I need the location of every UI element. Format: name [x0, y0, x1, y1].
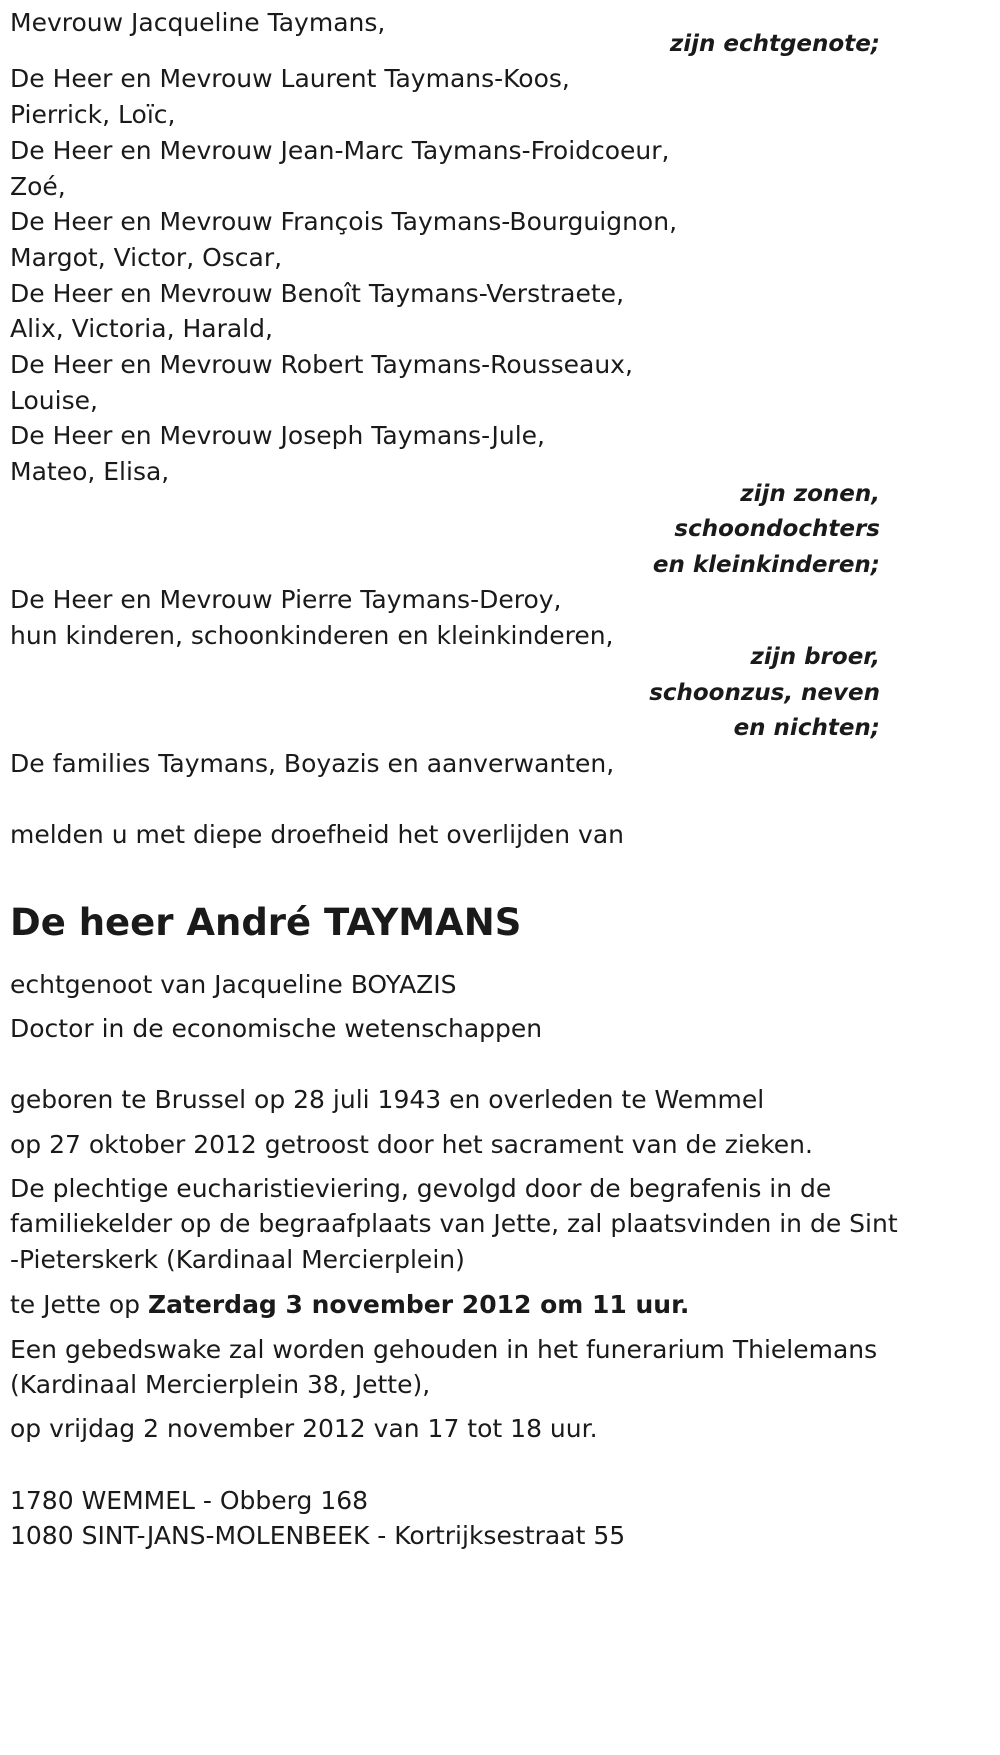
ceremony-line: -Pieterskerk (Kardinaal Mercierplein) [10, 1245, 465, 1274]
ceremony-line: familiekelder op de begraafplaats van Jette, zal plaatsvinden in de Sint [10, 1209, 898, 1238]
ceremony-date: Zaterdag 3 november 2012 om 11 uur. [147, 1290, 690, 1319]
children-line: Louise, [10, 386, 98, 415]
deceased-name: De heer André TAYMANS [10, 901, 522, 944]
born-died-line: op 27 oktober 2012 getroost door het sacrament van de zieken. [10, 1130, 813, 1159]
wake-line: op vrijdag 2 november 2012 van 17 tot 18 uur. [10, 1414, 598, 1443]
brother-relation-line: en nichten; [733, 715, 880, 741]
children-line: Mateo, Elisa, [10, 457, 170, 486]
children-line: Margot, Victor, Oscar, [10, 243, 283, 272]
deceased-spouse: echtgenoot van Jacqueline BOYAZIS [10, 970, 457, 999]
address-line: 1080 SINT-JANS-MOLENBEEK - Kortrijksestraat 55 [10, 1521, 626, 1550]
wake-line: (Kardinaal Mercierplein 38, Jette), [10, 1370, 431, 1399]
deceased-title: Doctor in de economische wetenschappen [10, 1014, 543, 1043]
wake-line: Een gebedswake zal worden gehouden in het funerarium Thielemans [10, 1335, 878, 1364]
spouse-relation: zijn echtgenote; [669, 31, 880, 57]
born-died-line: geboren te Brussel op 28 juli 1943 en overleden te Wemmel [10, 1085, 765, 1114]
children-line: De Heer en Mevrouw Joseph Taymans-Jule, [10, 421, 545, 450]
announcement-line: melden u met diepe droefheid het overlijden van [10, 820, 625, 849]
ceremony-place: te Jette op [10, 1290, 148, 1319]
children-line: De Heer en Mevrouw François Taymans-Bourguignon, [10, 207, 678, 236]
children-line: De Heer en Mevrouw Benoît Taymans-Verstraete, [10, 279, 625, 308]
spouse-name: Mevrouw Jacqueline Taymans, [10, 8, 386, 37]
children-line: De Heer en Mevrouw Laurent Taymans-Koos, [10, 64, 570, 93]
children-relation-line: en kleinkinderen; [652, 552, 880, 578]
children-line: Zoé, [10, 172, 66, 201]
brother-relation-line: schoonzus, neven [649, 680, 880, 706]
families-line: De families Taymans, Boyazis en aanverwanten, [10, 749, 615, 778]
brother-relation-line: zijn broer, [750, 644, 880, 670]
ceremony-line: De plechtige eucharistieviering, gevolgd door de begrafenis in de [10, 1174, 832, 1203]
children-line: De Heer en Mevrouw Jean-Marc Taymans-Froidcoeur, [10, 136, 670, 165]
brother-line: De Heer en Mevrouw Pierre Taymans-Deroy, [10, 585, 562, 614]
children-line: Alix, Victoria, Harald, [10, 314, 273, 343]
children-relation-line: schoondochters [674, 516, 880, 542]
brother-line: hun kinderen, schoonkinderen en kleinkinderen, [10, 621, 614, 650]
children-relation-line: zijn zonen, [740, 481, 880, 507]
ceremony-date-line [10, 1288, 689, 1322]
children-line: Pierrick, Loïc, [10, 100, 176, 129]
children-line: De Heer en Mevrouw Robert Taymans-Rousseaux, [10, 350, 633, 379]
address-line: 1780 WEMMEL - Obberg 168 [10, 1486, 369, 1515]
